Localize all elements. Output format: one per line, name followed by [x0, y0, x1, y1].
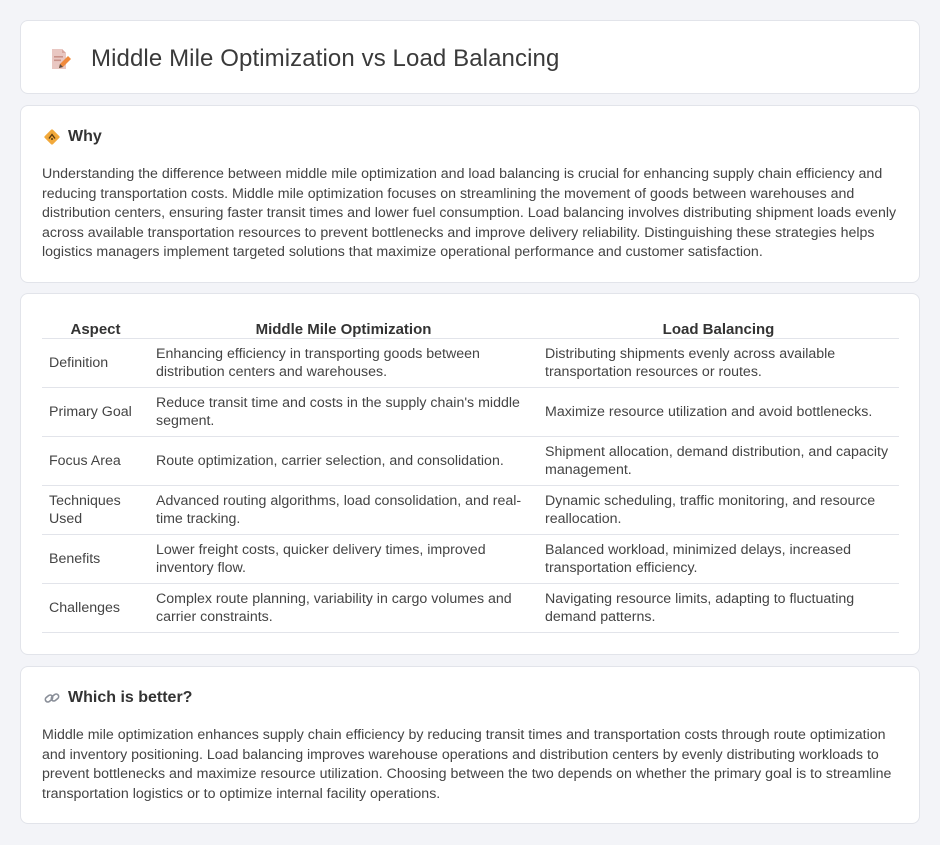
page-title: Middle Mile Optimization vs Load Balancing — [91, 45, 560, 72]
comparison-section — [20, 293, 920, 655]
table-row — [42, 436, 899, 485]
better-heading — [43, 689, 192, 707]
comparison-table — [42, 316, 899, 633]
header-load-balancing: Load Balancing — [538, 316, 899, 338]
diamond-sign-icon — [43, 128, 61, 146]
cell-aspect: Focus Area — [42, 436, 149, 485]
cell-middle-mile: Reduce transit time and costs in the supply chain's middle segment. — [149, 387, 538, 436]
why-section — [20, 105, 920, 283]
cell-load-balancing: Shipment allocation, demand distribution, and capacity management. — [538, 436, 899, 485]
table-row — [42, 387, 899, 436]
cell-aspect: Benefits — [42, 534, 149, 583]
table-row — [42, 583, 899, 632]
cell-aspect: Techniques Used — [42, 485, 149, 534]
cell-load-balancing: Navigating resource limits, adapting to fluctuating demand patterns. — [538, 583, 899, 632]
table-header-row — [42, 316, 899, 338]
which-better-section — [20, 666, 920, 824]
header-aspect: Aspect — [42, 316, 149, 338]
better-title: Which is better? — [68, 689, 193, 706]
header-middle-mile: Middle Mile Optimization — [149, 316, 538, 338]
table-row — [42, 485, 899, 534]
table-row — [42, 338, 899, 387]
why-title: Why — [68, 128, 102, 145]
better-text: Middle mile optimization enhances supply chain efficiency by reducing transit times and transportation costs through route optimization and inventory positioning. Load balancing improves warehouse operations and distribution centers by evenly distributing workloads to prevent bottlenecks and maximize resource utilization. Choosing between the two depends on whether the primary goal is to streamline transportation logistics or to optimize internal facility operations. — [42, 727, 892, 802]
cell-load-balancing: Dynamic scheduling, traffic monitoring, and resource reallocation. — [538, 485, 899, 534]
header-card — [20, 20, 920, 94]
cell-load-balancing: Distributing shipments evenly across available transportation resources or routes. — [538, 338, 899, 387]
cell-middle-mile: Enhancing efficiency in transporting goods between distribution centers and warehouses. — [149, 338, 538, 387]
cell-middle-mile: Advanced routing algorithms, load consolidation, and real-time tracking. — [149, 485, 538, 534]
why-heading — [43, 128, 102, 146]
cell-middle-mile: Route optimization, carrier selection, and consolidation. — [149, 436, 538, 485]
cell-aspect: Primary Goal — [42, 387, 149, 436]
document-edit-icon — [47, 47, 71, 71]
table-row — [42, 534, 899, 583]
title-row — [47, 45, 559, 73]
cell-load-balancing: Maximize resource utilization and avoid bottlenecks. — [538, 387, 899, 436]
cell-middle-mile: Lower freight costs, quicker delivery times, improved inventory flow. — [149, 534, 538, 583]
cell-aspect: Challenges — [42, 583, 149, 632]
cell-load-balancing: Balanced workload, minimized delays, increased transportation efficiency. — [538, 534, 899, 583]
link-icon — [43, 689, 61, 707]
why-text: Understanding the difference between middle mile optimization and load balancing is crucial for enhancing supply chain efficiency and reducing transportation costs. Middle mile optimization focuses on streamlining the movement of goods between warehouses and distribution centers, ensuring faster transit times and lower fuel consumption. Load balancing involves distributing shipment loads evenly across available transportation resources to prevent bottlenecks and improve delivery reliability. Distinguishing these strategies helps logistics managers implement targeted solutions that maximize operational performance and customer satisfaction. — [42, 166, 897, 260]
cell-middle-mile: Complex route planning, variability in cargo volumes and carrier constraints. — [149, 583, 538, 632]
cell-aspect: Definition — [42, 338, 149, 387]
